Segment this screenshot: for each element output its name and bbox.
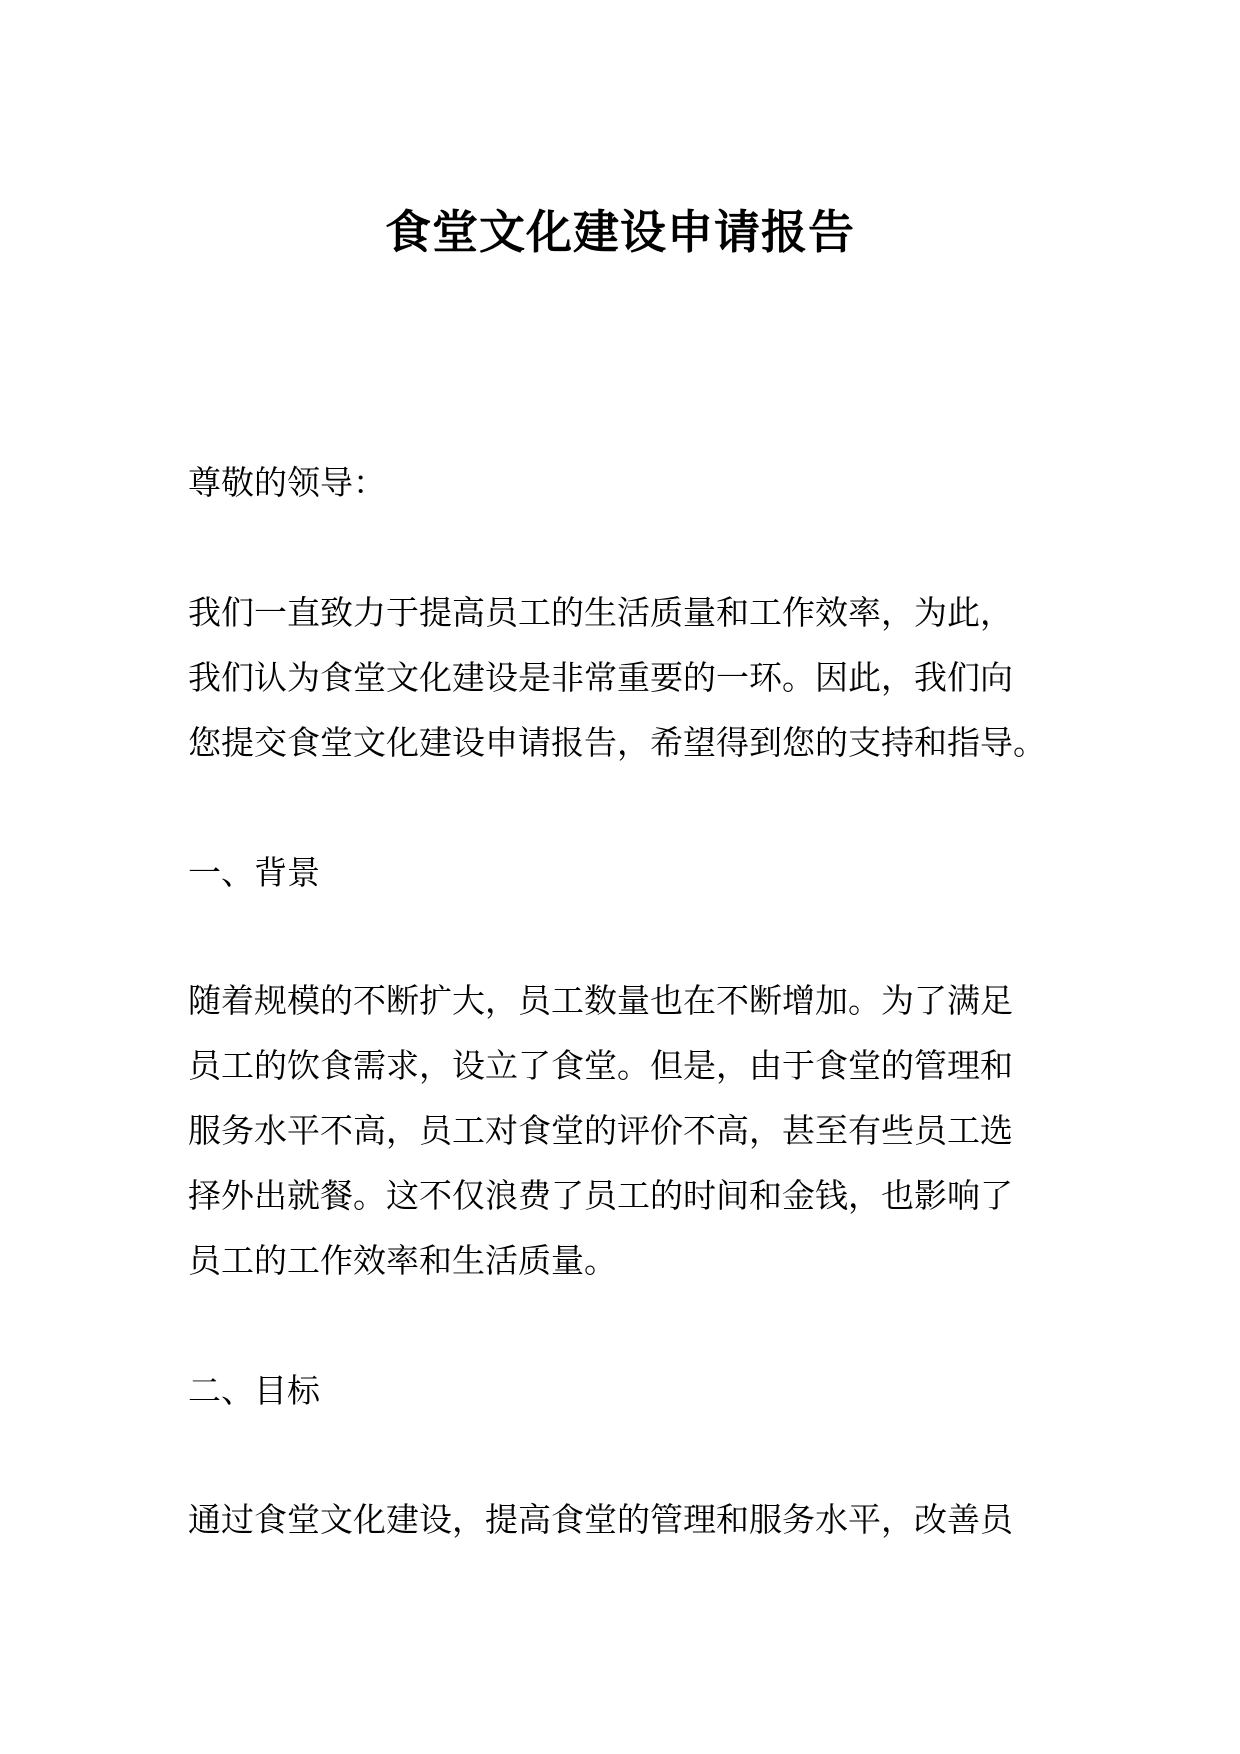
- section-heading: 二、目标: [188, 1371, 320, 1410]
- paragraph-line: 通过食堂文化建设，提高食堂的管理和服务水平，改善员: [188, 1500, 1013, 1539]
- paragraph-line: 员工的工作效率和生活质量。: [188, 1241, 617, 1280]
- background-paragraph: [188, 968, 1068, 1293]
- greeting-text: 尊敬的领导：: [188, 463, 386, 502]
- section-heading: 一、背景: [188, 853, 320, 892]
- paragraph-line: 择外出就餐。这不仅浪费了员工的时间和金钱，也影响了: [188, 1176, 1013, 1215]
- goal-paragraph: [188, 1487, 1068, 1552]
- intro-paragraph: [188, 580, 1068, 775]
- paragraph-line: 随着规模的不断扩大，员工数量也在不断增加。为了满足: [188, 981, 1013, 1020]
- document-title: 食堂文化建设申请报告: [385, 205, 855, 259]
- section-heading-background: [188, 840, 1068, 905]
- paragraph-line: 我们一直致力于提高员工的生活质量和工作效率，为此，: [188, 593, 1013, 632]
- paragraph-line: 员工的饮食需求，设立了食堂。但是，由于食堂的管理和: [188, 1046, 1013, 1085]
- greeting: [188, 450, 1068, 515]
- section-heading-goal: [188, 1358, 1068, 1423]
- paragraph-line: 您提交食堂文化建设申请报告，希望得到您的支持和指导。: [188, 723, 1046, 762]
- paragraph-line: 我们认为食堂文化建设是非常重要的一环。因此，我们向: [188, 658, 1013, 697]
- paragraph-line: 服务水平不高，员工对食堂的评价不高，甚至有些员工选: [188, 1111, 1013, 1150]
